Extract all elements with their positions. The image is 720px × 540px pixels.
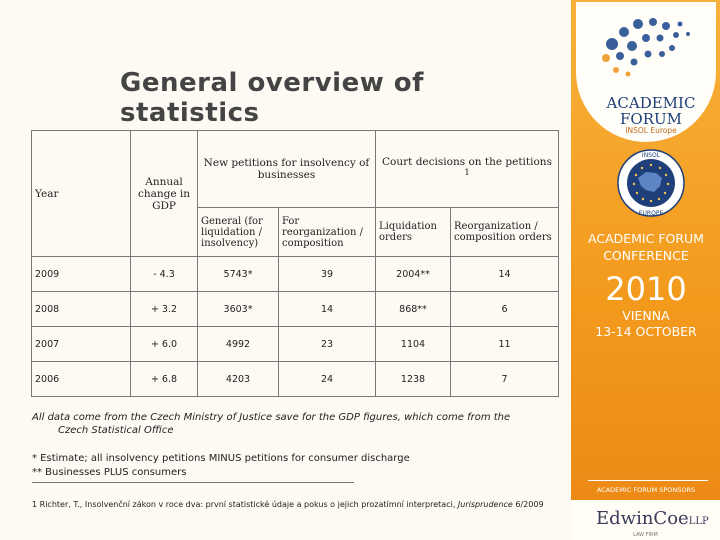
header-new-petitions: New petitions for insolvency of businesses — [198, 131, 376, 208]
header-year: Year — [32, 131, 131, 257]
subheader-reorganization: For reorganization / composition — [279, 208, 376, 257]
header-court-decisions: Court decisions on the petitions $^1$ — [376, 131, 559, 208]
sponsor-logo: EdwinCoeLLP LAW FIRM — [571, 500, 720, 540]
table-row: 2008 + 3.2 3603* 14 868** 6 — [32, 292, 559, 327]
subheader-general: General (for liquidation / insolvency) — [198, 208, 279, 257]
estimate-note: * Estimate; all insolvency petitions MINUS petitions for consumer discharge — [32, 453, 410, 464]
source-note-cont: Czech Statistical Office — [58, 425, 174, 436]
page-title: General overview of statistics — [120, 68, 424, 128]
insol-europe-seal-icon — [616, 148, 686, 218]
brand-subtitle: INSOL Europe — [625, 126, 677, 135]
dots-logo-icon — [576, 2, 716, 102]
footnote: 1 Richter, T., Insolvenční zákon v roce dva: první statistické údaje a pokus o jejich prozatímní interpretaci, Jurisprudence 6/2009 — [32, 500, 544, 509]
subheader-liquidation-orders: Liquidation orders — [376, 208, 451, 257]
statistics-table — [31, 130, 559, 397]
source-note: All data come from the Czech Ministry of Justice save for the GDP figures, which come from the — [32, 412, 511, 423]
table-row: 2006 + 6.8 4203 24 1238 7 — [32, 362, 559, 397]
brand-title: ACADEMIC FORUM — [606, 94, 696, 128]
footnote-divider — [32, 482, 354, 483]
table-row: 2007 + 6.0 4992 23 1104 11 — [32, 327, 559, 362]
svg-text:INSOL: INSOL — [641, 152, 661, 159]
conference-info: ACADEMIC FORUM CONFERENCE 2010 VIENNA 13-14 OCTOBER — [588, 231, 704, 339]
table-row: 2009 - 4.3 5743* 39 2004** 14 — [32, 257, 559, 292]
subheader-reorganization-orders: Reorganization / composition orders — [451, 208, 559, 257]
header-gdp: Annual change in GDP — [131, 131, 198, 257]
svg-text:EUROPE: EUROPE — [638, 210, 664, 217]
sponsor-divider — [588, 480, 708, 481]
businesses-note: ** Businesses PLUS consumers — [32, 467, 187, 478]
sponsors-label: ACADEMIC FORUM SPONSORS — [596, 486, 696, 494]
